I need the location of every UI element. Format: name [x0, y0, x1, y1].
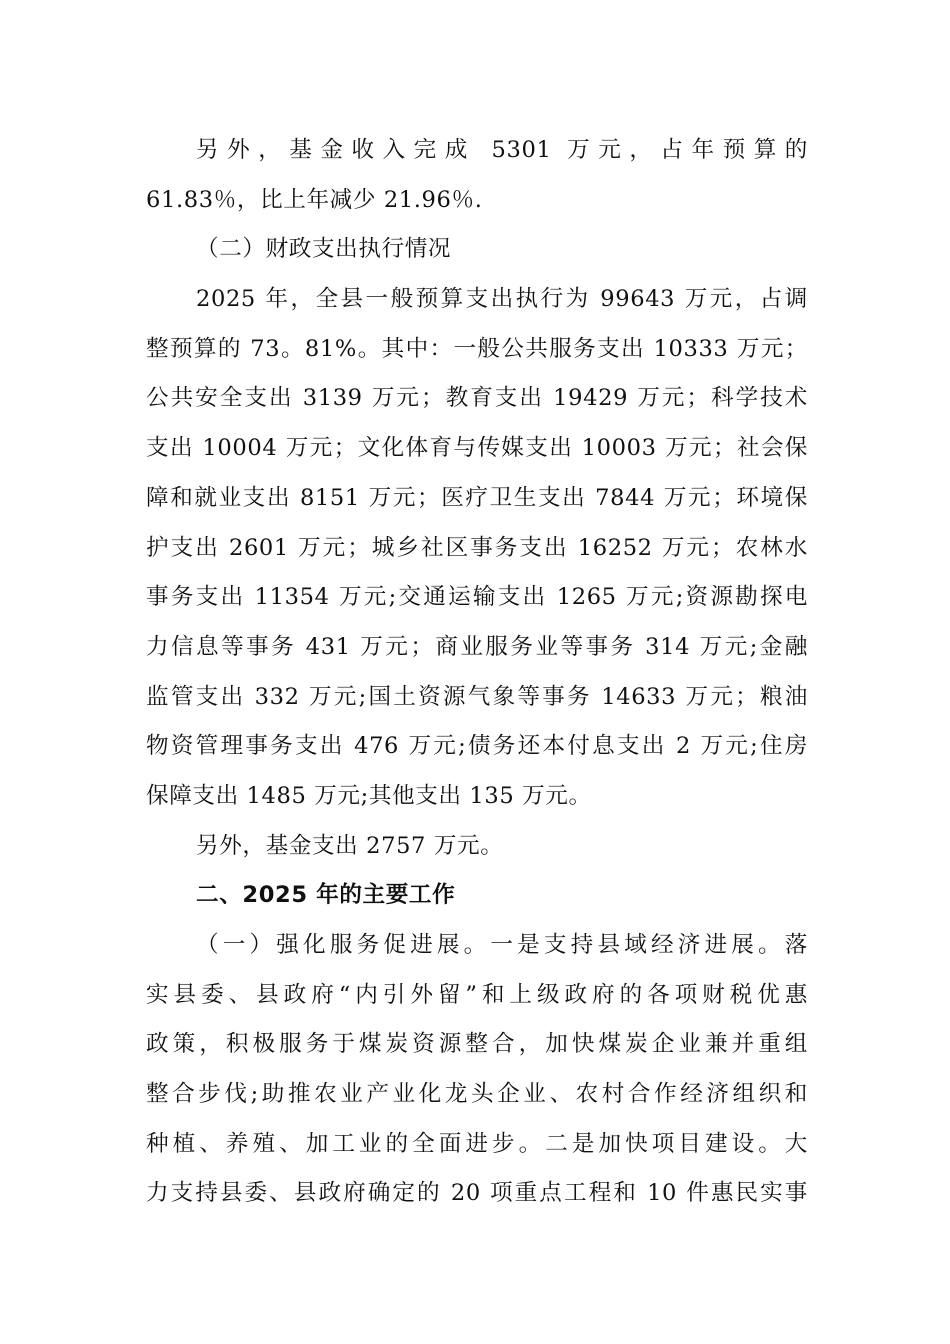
paragraph-fund-income-line-1: 另外，基金收入完成 5301 万元，占年预算的 [196, 137, 808, 163]
paragraph-main-work-line-5: 种植、养殖、加工业的全面进步。二是加快项目建设。大 [146, 1130, 808, 1157]
document-page [146, 126, 808, 1219]
paragraph-expenditure-line-6: 护支出 2601 万元；城乡社区事务支出 16252 万元；农林水 [146, 534, 808, 561]
paragraph-expenditure-line-5: 障和就业支出 8151 万元；医疗卫生支出 7844 万元；环境保 [146, 484, 808, 511]
paragraph-expenditure-line-2: 整预算的 73。81%。其中：一般公共服务支出 10333 万元； [146, 335, 808, 362]
paragraph-fund-expenditure: 另外，基金支出 2757 万元。 [196, 832, 504, 859]
paragraph-expenditure-line-4: 支出 10004 万元；文化体育与传媒支出 10003 万元；社会保 [146, 435, 808, 462]
paragraph-main-work-line-4: 整合步伐;助推农业产业化龙头企业、农村合作经济组织和 [146, 1081, 808, 1108]
paragraph-expenditure-line-10: 物资管理事务支出 476 万元;债务还本付息支出 2 万元;住房 [146, 733, 808, 760]
paragraph-expenditure-line-11: 保障支出 1485 万元;其他支出 135 万元。 [146, 782, 592, 809]
paragraph-expenditure-line-8: 力信息等事务 431 万元；商业服务业等事务 314 万元;金融 [146, 633, 808, 660]
paragraph-fund-income-line-2: 61.83％，比上年减少 21.96％. [146, 186, 483, 213]
paragraph-main-work-line-2: 实县委、县政府“内引外留”和上级政府的各项财税优惠 [146, 981, 808, 1008]
paragraph-main-work-line-3: 政策，积极服务于煤炭资源整合，加快煤炭企业兼并重组 [146, 1031, 808, 1058]
paragraph-expenditure-line-1: 2025 年，全县一般预算支出执行为 99643 万元，占调 [196, 286, 808, 313]
paragraph-main-work-line-6: 力支持县委、县政府确定的 20 项重点工程和 10 件惠民实事 [146, 1180, 808, 1207]
paragraph-expenditure-line-3: 公共安全支出 3139 万元；教育支出 19429 万元；科学技术 [146, 385, 808, 412]
paragraph-expenditure-line-9: 监管支出 332 万元;国土资源气象等事务 14633 万元；粮油 [146, 683, 808, 710]
paragraph-main-work-line-1: （一）强化服务促进展。一是支持县域经济进展。落 [196, 932, 808, 958]
paragraph-expenditure-line-7: 事务支出 11354 万元;交通运输支出 1265 万元;资源勘探电 [146, 584, 808, 611]
section-heading-main-work: 二、2025 年的主要工作 [196, 882, 456, 909]
section-heading-expenditure: （二）财政支出执行情况 [196, 236, 452, 263]
